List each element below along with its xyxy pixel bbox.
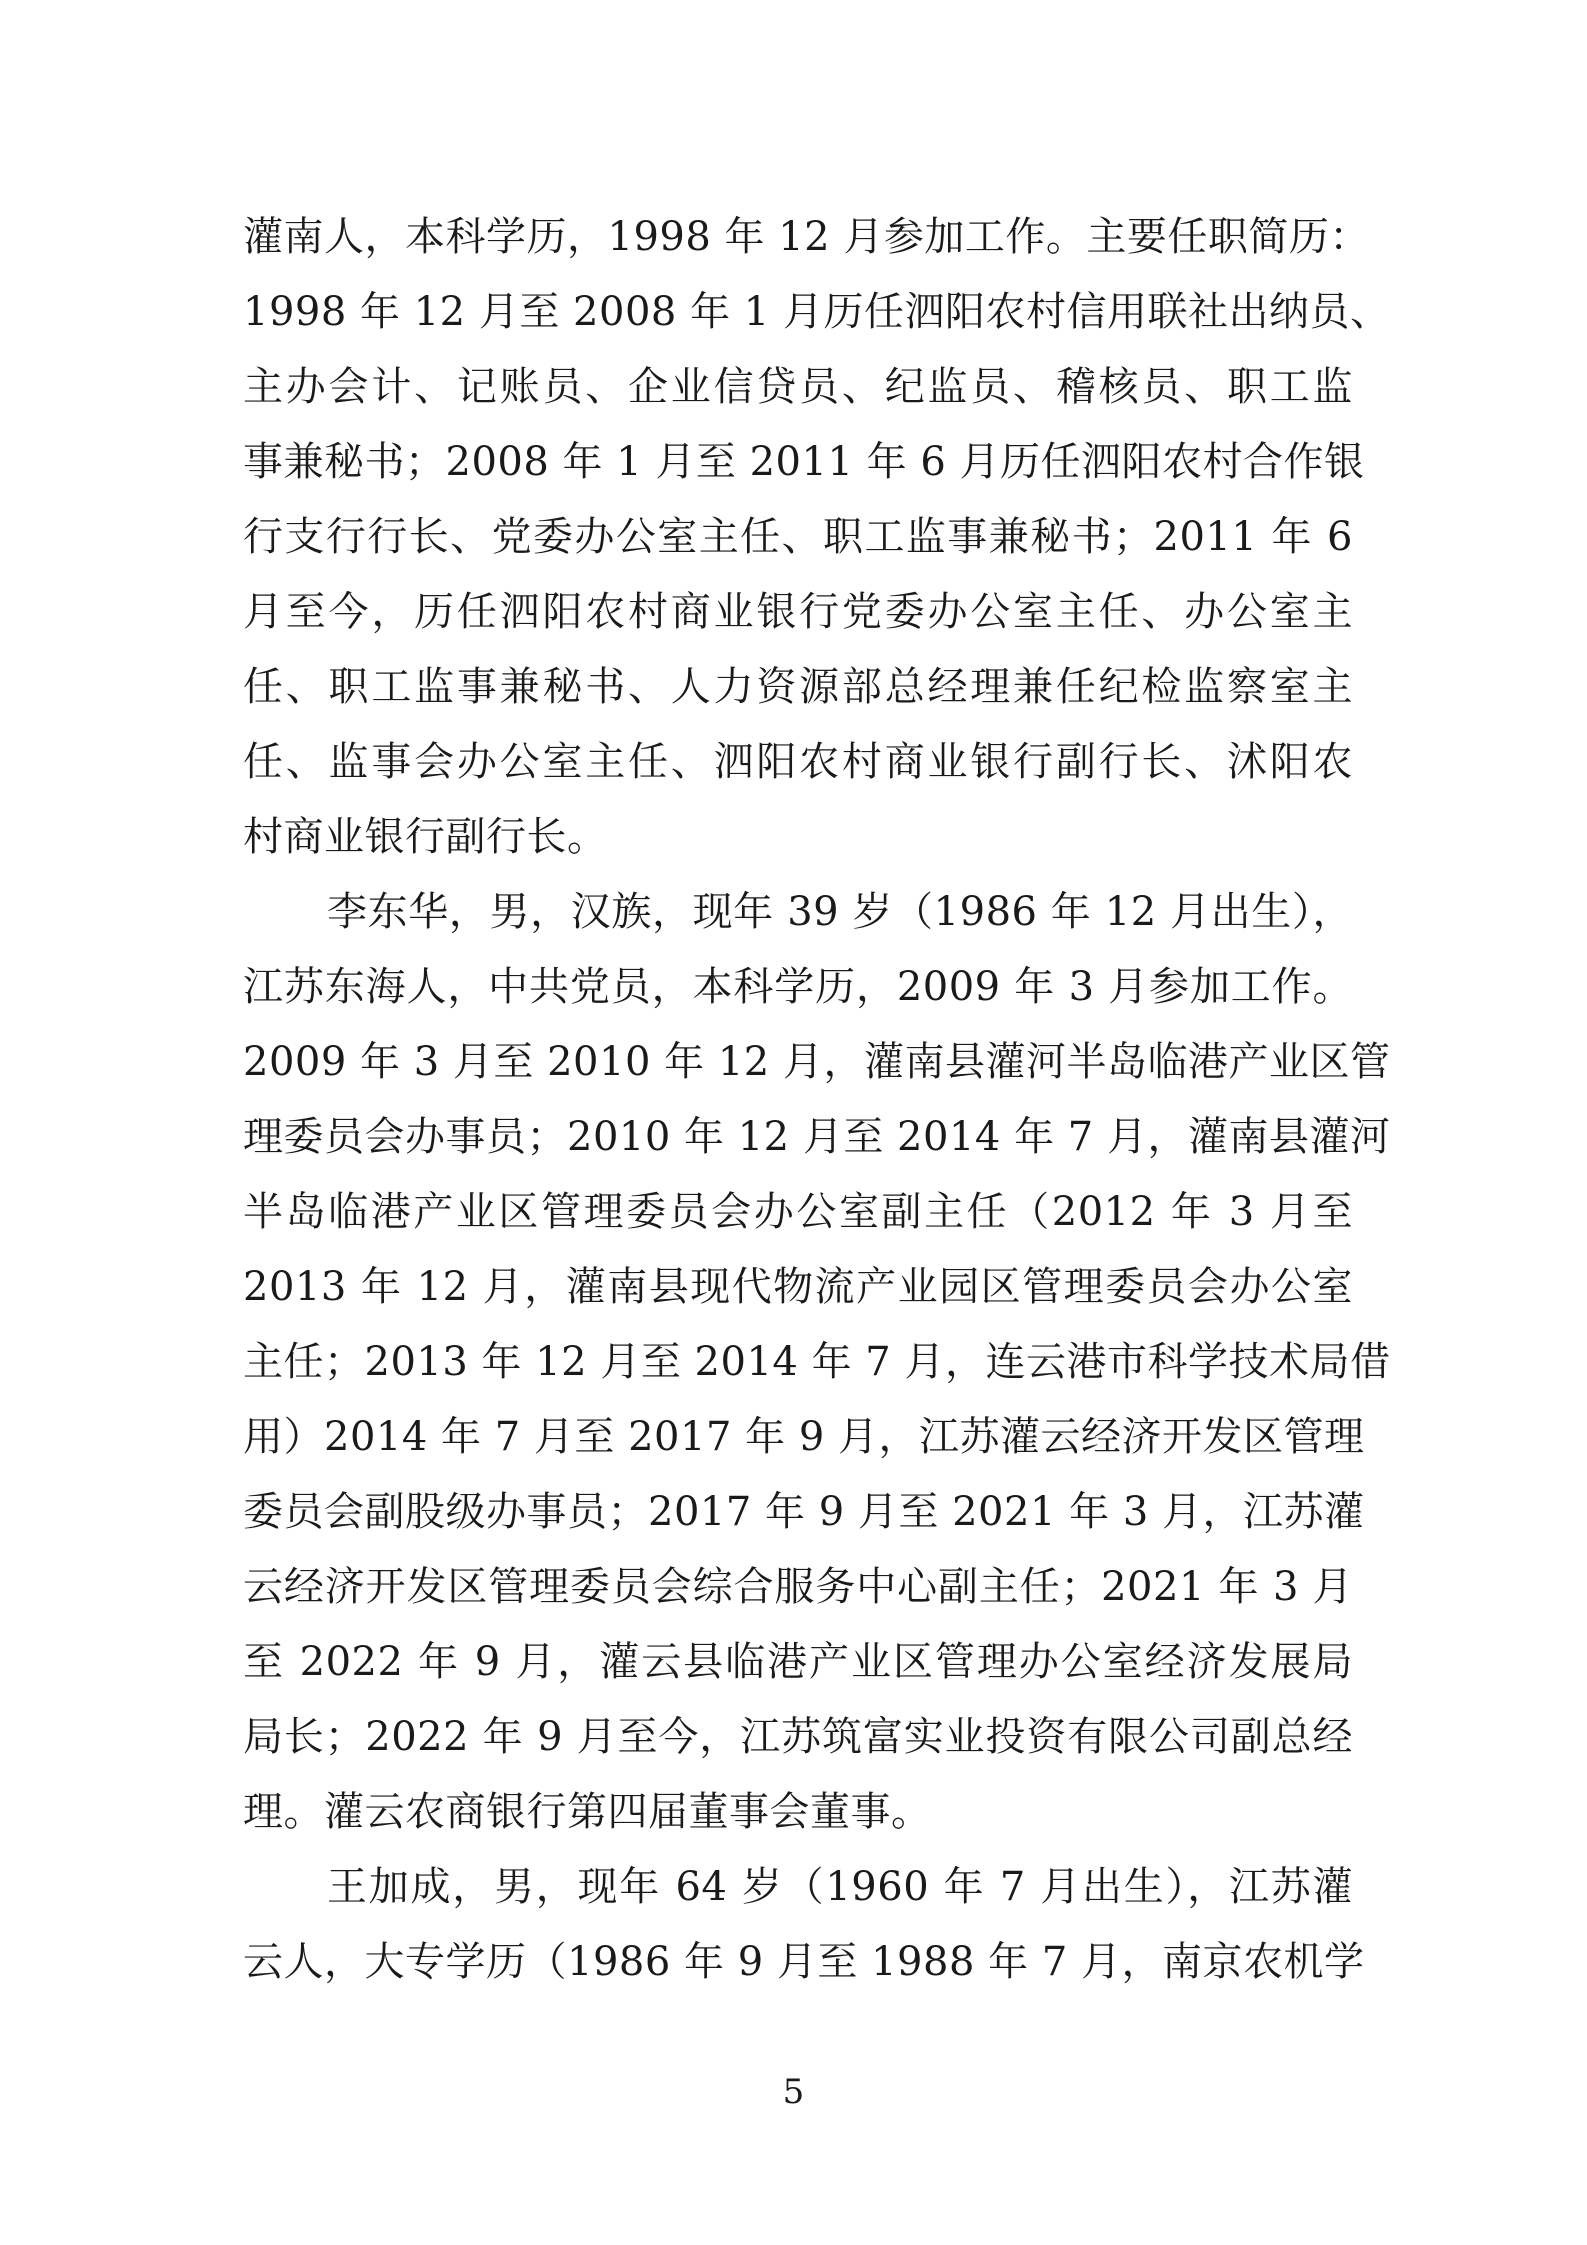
text-line: 理委员会办事员；2010 年 12 月至 2014 年 7 月，灌南县灌河 [243, 1114, 1391, 1160]
body-text [243, 200, 1391, 2000]
text-line: 用）2014 年 7 月至 2017 年 9 月，江苏灌云经济开发区管理 [243, 1414, 1365, 1460]
text-line: 月至今，历任泗阳农村商业银行党委办公室主任、办公室主 [243, 589, 1353, 635]
text-line: 村商业银行副行长。 [243, 814, 608, 860]
text-line: 2009 年 3 月至 2010 年 12 月，灌南县灌河半岛临港产业区管 [243, 1039, 1391, 1085]
text-line: 云人，大专学历（1986 年 9 月至 1988 年 7 月，南京农机学 [243, 1939, 1365, 1985]
text-line: 任、职工监事兼秘书、人力资源部总经理兼任纪检监察室主 [243, 664, 1353, 710]
text-line: 行支行行长、党委办公室主任、职工监事兼秘书；2011 年 6 [243, 514, 1353, 560]
text-line: 主办会计、记账员、企业信贷员、纪监员、稽核员、职工监 [243, 364, 1353, 410]
text-line: 灌南人，本科学历，1998 年 12 月参加工作。主要任职简历： [243, 214, 1370, 260]
paragraph-start-line: 王加成，男，现年 64 岁（1960 年 7 月出生），江苏灌 [327, 1864, 1353, 1910]
text-line: 事兼秘书；2008 年 1 月至 2011 年 6 月历任泗阳农村合作银 [243, 439, 1365, 485]
text-line: 局长；2022 年 9 月至今，江苏筑富实业投资有限公司副总经 [243, 1714, 1353, 1760]
text-line: 任、监事会办公室主任、泗阳农村商业银行副行长、沭阳农 [243, 739, 1353, 785]
text-line: 2013 年 12 月，灌南县现代物流产业园区管理委员会办公室 [243, 1264, 1353, 1310]
paragraph-start-line: 李东华，男，汉族，现年 39 岁（1986 年 12 月出生）， [327, 889, 1353, 935]
text-line: 半岛临港产业区管理委员会办公室副主任（2012 年 3 月至 [243, 1189, 1353, 1235]
text-line: 委员会副股级办事员；2017 年 9 月至 2021 年 3 月，江苏灌 [243, 1489, 1365, 1535]
text-line: 主任；2013 年 12 月至 2014 年 7 月，连云港市科学技术局借 [243, 1339, 1391, 1385]
text-line: 1998 年 12 月至 2008 年 1 月历任泗阳农村信用联社出纳员、 [243, 289, 1391, 335]
page-number: 5 [782, 2072, 805, 2112]
text-line: 理。灌云农商银行第四届董事会董事。 [243, 1789, 932, 1835]
text-line: 江苏东海人，中共党员，本科学历，2009 年 3 月参加工作。 [243, 964, 1353, 1010]
text-line: 云经济开发区管理委员会综合服务中心副主任；2021 年 3 月 [243, 1564, 1353, 1610]
text-line: 至 2022 年 9 月，灌云县临港产业区管理办公室经济发展局 [243, 1639, 1353, 1685]
